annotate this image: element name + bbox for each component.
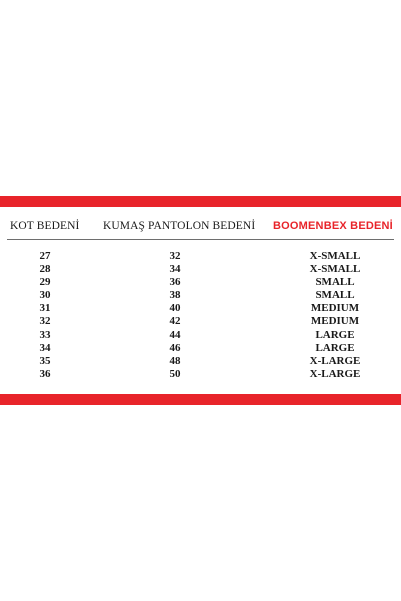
boomenbex-size-cell: LARGE	[315, 341, 355, 354]
header-boomenbex-bedeni: BOOMENBEX BEDENİ	[273, 220, 393, 232]
header-kumas-pantolon-bedeni: KUMAŞ PANTOLON BEDENİ	[103, 220, 256, 232]
table-row	[0, 342, 401, 355]
kot-size-cell: 36	[39, 367, 51, 380]
size-table-header	[0, 218, 401, 234]
kumas-size-cell: 36	[169, 276, 181, 289]
table-row	[0, 276, 401, 289]
boomenbex-size-cell: MEDIUM	[310, 302, 360, 315]
boomenbex-size-cell: X-LARGE	[309, 367, 361, 380]
boomenbex-size-cell: X-SMALL	[309, 263, 361, 276]
kot-size-cell: 27	[39, 250, 51, 262]
kumas-size-cell: 48	[169, 354, 181, 367]
kot-size-cell: 35	[39, 354, 51, 367]
boomenbex-size-cell: X-SMALL	[309, 250, 361, 262]
kot-size-cell: 29	[39, 276, 51, 289]
table-row	[0, 368, 401, 381]
table-row	[0, 263, 401, 276]
kot-size-cell: 31	[39, 302, 51, 315]
boomenbex-size-cell: X-LARGE	[309, 354, 361, 367]
kumas-size-cell: 32	[169, 250, 181, 262]
kumas-size-cell: 44	[169, 328, 181, 341]
header-divider	[7, 239, 394, 240]
kumas-size-cell: 38	[169, 289, 181, 302]
size-table-body	[0, 250, 401, 381]
table-row	[0, 355, 401, 368]
kumas-size-cell: 34	[169, 263, 181, 276]
kot-size-cell: 32	[39, 315, 51, 328]
boomenbex-size-cell: MEDIUM	[310, 315, 360, 328]
table-row	[0, 315, 401, 328]
bottom-red-band	[0, 394, 401, 405]
kumas-size-cell: 42	[169, 315, 181, 328]
top-red-band	[0, 196, 401, 207]
boomenbex-size-cell: SMALL	[315, 289, 355, 302]
table-row	[0, 289, 401, 302]
header-kot-bedeni: KOT BEDENİ	[10, 220, 80, 232]
table-row	[0, 250, 401, 263]
table-row	[0, 329, 401, 342]
boomenbex-size-cell: LARGE	[315, 328, 355, 341]
kot-size-cell: 30	[39, 289, 51, 302]
kot-size-cell: 34	[39, 341, 51, 354]
kumas-size-cell: 50	[169, 367, 181, 380]
kumas-size-cell: 46	[169, 341, 181, 354]
kot-size-cell: 28	[39, 263, 51, 276]
kumas-size-cell: 40	[169, 302, 181, 315]
boomenbex-size-cell: SMALL	[315, 276, 355, 289]
table-row	[0, 302, 401, 315]
kot-size-cell: 33	[39, 328, 51, 341]
